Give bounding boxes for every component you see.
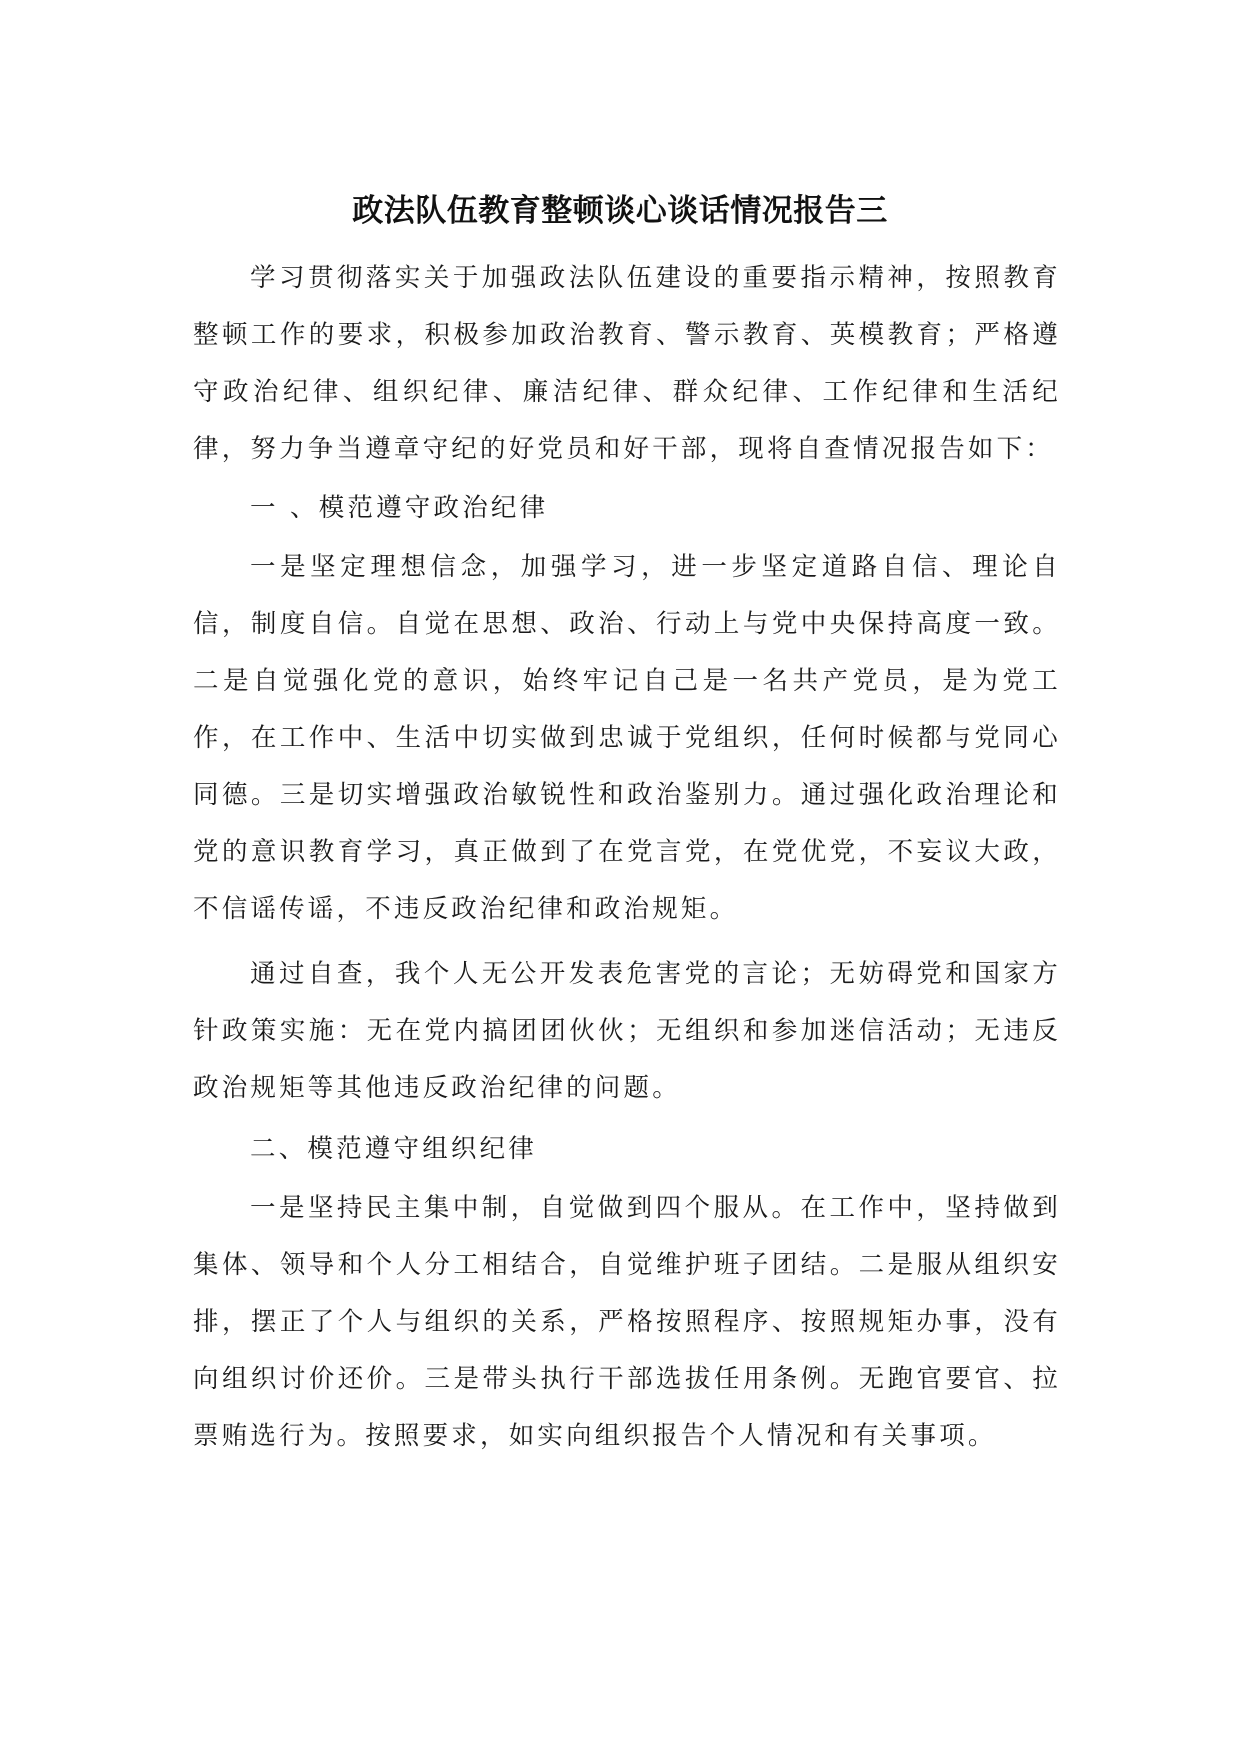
intro-paragraph: 学习贯彻落实关于加强政法队伍建设的重要指示精神，按照教育整顿工作的要求，积极参加政治教育、警示教育、英模教育；严格遵守政治纪律、组织纪律、廉洁纪律、群众纪律、工作纪律和生活纪律，努力争当遵章守纪的好党员和好干部，现将自查情况报告如下： (193, 263, 1061, 464)
section-1-body: 一是坚定理想信念，加强学习，进一步坚定道路自信、理论自信，制度自信。自觉在思想、政治、行动上与党中央保持高度一致。二是自觉强化党的意识，始终牢记自己是一名共产党员，是为党工作，在工作中、生活中切实做到忠诚于党组织，任何时候都与党同心同德。三是切实增强政治敏锐性和政治鉴别力。通过强化政治理论和党的意识教育学习，真正做到了在党言党，在党优党，不妄议大政，不信谣传谣，不违反政治纪律和政治规矩。 (193, 552, 1061, 924)
section-2-body: 一是坚持民主集中制，自觉做到四个服从。在工作中，坚持做到集体、领导和个人分工相结合，自觉维护班子团结。二是服从组织安排，摆正了个人与组织的关系，严格按照程序、按照规矩办事，没有向组织讨价还价。三是带头执行干部选拔任用条例。无跑官要官、拉票贿选行为。按照要求，如实向组织报告个人情况和有关事项。 (193, 1193, 1061, 1451)
document-title: 政法队伍教育整顿谈心谈话情况报告三 (352, 193, 888, 229)
section-1-self-check: 通过自查，我个人无公开发表危害党的言论；无妨碍党和国家方针政策实施：无在党内搞团团伙伙；无组织和参加迷信活动；无违反政治规矩等其他违反政治纪律的问题。 (193, 959, 1061, 1103)
section-1-heading: 一 、模范遵守政治纪律 (250, 493, 549, 523)
section-2-heading: 二、模范遵守组织纪律 (250, 1134, 538, 1164)
document-body (193, 250, 1061, 1465)
